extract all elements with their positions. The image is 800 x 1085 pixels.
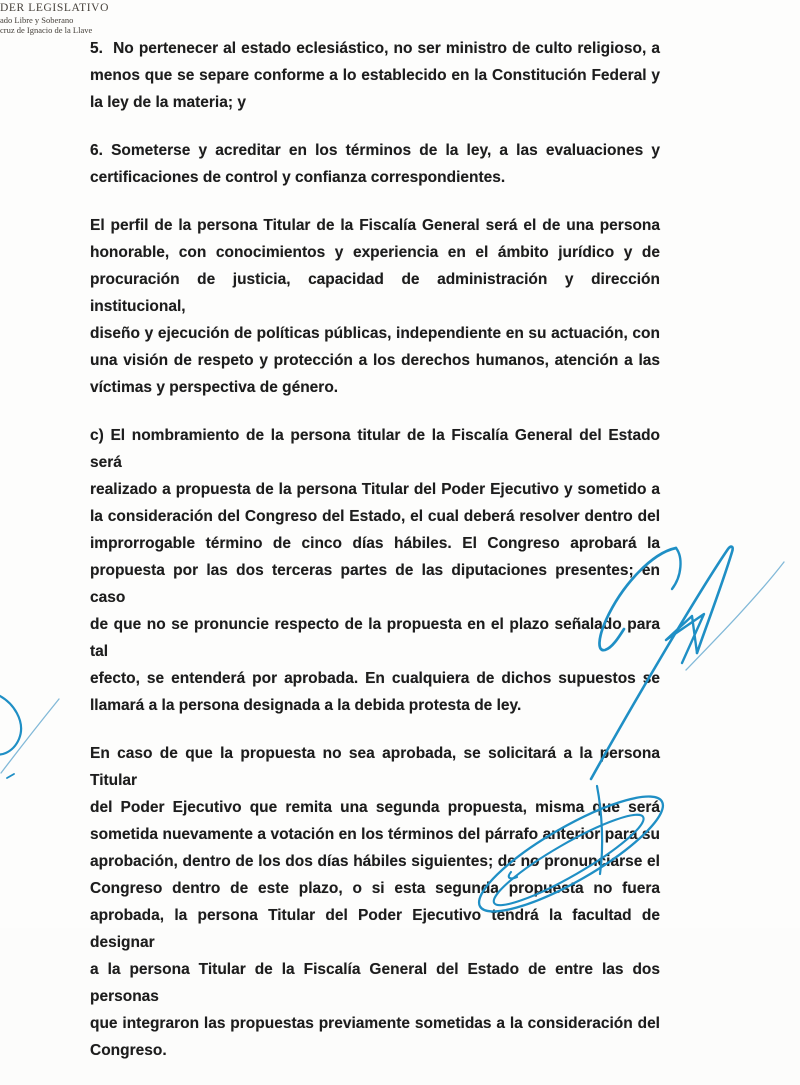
text-line: menos que se separe conforme a lo establecido en la Constitución Federal y [90, 67, 660, 84]
text-line: procuración de justicia, capacidad de administración y dirección institucional, [90, 271, 660, 315]
text-line: El perfil de la persona Titular de la Fiscalía General será el de una persona [90, 217, 660, 234]
paragraph-perfil [90, 212, 660, 401]
text-line: efecto, se entenderá por aprobada. En cualquiera de dichos supuestos se [90, 670, 660, 687]
signature-left-edge-icon [0, 694, 59, 778]
text-line: realizado a propuesta de la persona Titular del Poder Ejecutivo y sometido a [90, 481, 660, 498]
text-line: víctimas y perspectiva de género. [90, 379, 339, 396]
letterhead [0, 2, 109, 35]
text-line: c) El nombramiento de la persona titular de la Fiscalía General del Estado será [90, 427, 660, 471]
text-line: de que no se pronuncie respecto de la propuesta en el plazo señalado para tal [90, 616, 660, 660]
letterhead-subtitle-1: ado Libre y Soberano [0, 15, 74, 25]
text-line: 5. No pertenecer al estado eclesiástico, no ser ministro de culto religioso, a [90, 40, 660, 57]
text-line: aprobación, dentro de los dos días hábiles siguientes; de no pronunciarse el [90, 853, 660, 870]
text-line: sometida nuevamente a votación en los términos del párrafo anterior para su [90, 826, 660, 843]
paragraph-item-5 [90, 35, 660, 116]
text-line: Congreso. [90, 1042, 167, 1059]
letterhead-subtitle-2: cruz de Ignacio de la Llave [0, 25, 93, 35]
paragraph-inciso-c [90, 422, 660, 719]
paragraph-item-6 [90, 137, 660, 191]
text-line: llamará a la persona designada a la debida protesta de ley. [90, 697, 522, 714]
text-line: la consideración del Congreso del Estado, el cual deberá resolver dentro del [90, 508, 660, 525]
text-line: En caso de que la propuesta no sea aprobada, se solicitará a la persona Titular [90, 745, 660, 789]
text-line: a la persona Titular de la Fiscalía General del Estado de entre las dos personas [90, 961, 660, 1005]
text-line: certificaciones de control y confianza correspondientes. [90, 169, 506, 186]
text-line: la ley de la materia; y [90, 94, 246, 111]
text-line: del Poder Ejecutivo que remita una segunda propuesta, misma que será [90, 799, 660, 816]
text-line: una visión de respeto y protección a los derechos humanos, atención a las [90, 352, 660, 369]
paragraph-segunda-propuesta [90, 740, 660, 1064]
text-line: aprobada, la persona Titular del Poder Ejecutivo tendrá la facultad de designar [90, 907, 660, 951]
text-line: propuesta por las dos terceras partes de las diputaciones presentes; en caso [90, 562, 660, 606]
text-line: 6. Someterse y acreditar en los términos de la ley, a las evaluaciones y [90, 142, 660, 159]
text-line: que integraron las propuestas previamente sometidas a la consideración del [90, 1015, 660, 1032]
letterhead-org-name: DER LEGISLATIVO [0, 2, 109, 14]
text-line: Congreso dentro de este plazo, o si esta segunda propuesta no fuera [90, 880, 660, 897]
text-line: honorable, con conocimientos y experiencia en el ámbito jurídico y de [90, 244, 660, 261]
text-line: diseño y ejecución de políticas públicas, independiente en su actuación, con [90, 325, 660, 342]
text-line: improrrogable término de cinco días hábiles. El Congreso aprobará la [90, 535, 660, 552]
